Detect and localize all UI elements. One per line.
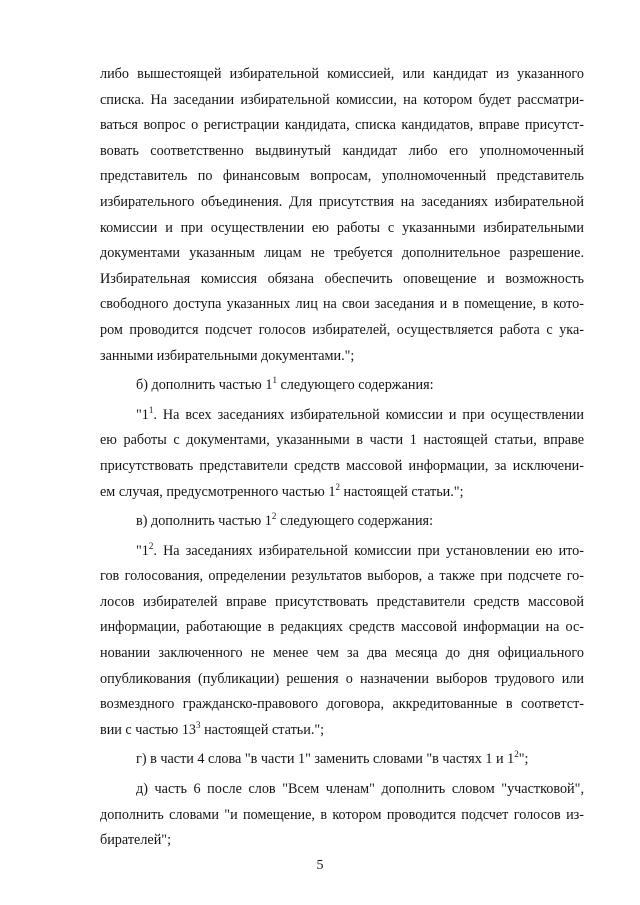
- document-line: ею работы с документами, указанными в части 1 настоящей статьи, вправе: [100, 432, 584, 449]
- document-line: опубликования (публикации) решения о назначении выборов трудового или: [100, 670, 584, 687]
- line-text: . На всех заседаниях избирательной комиссии и при осуществлении: [153, 406, 584, 423]
- line-text: б) дополнить частью 1: [136, 377, 273, 394]
- superscript: 2: [271, 511, 277, 522]
- superscript: 2: [148, 540, 154, 551]
- line-text: "1: [136, 542, 149, 559]
- document-line: либо вышестоящей избирательной комиссией, или кандидат из указанного: [100, 66, 584, 82]
- document-line: документами указанным лицам не требуется дополнительное разрешение.: [100, 245, 584, 262]
- superscript: 2: [335, 481, 340, 492]
- superscript: 1: [148, 404, 154, 415]
- document-line: комиссии и при осуществлении ею работы с указанными избирательными: [100, 219, 584, 236]
- superscript: 1: [272, 375, 277, 386]
- document-line: свободного доступа указанных лиц на свои заседания и в помещение, в кото-: [100, 296, 584, 313]
- line-text: ";: [518, 751, 529, 768]
- line-text: в) дополнить частью 1: [136, 513, 272, 530]
- document-body: [100, 62, 584, 854]
- line-text: следующего содержания:: [276, 377, 434, 394]
- document-line: Избирательная комиссия обязана обеспечить оповещение и возможность: [100, 270, 584, 287]
- document-line: [100, 747, 584, 773]
- document-line: списка. На заседании избирательной комиссии, на котором будет рассматри-: [100, 91, 584, 108]
- document-line: [100, 718, 584, 744]
- document-line: д) часть 6 после слов "Всем членам" дополнить словом "участковой",: [136, 781, 584, 798]
- document-line: [100, 509, 584, 535]
- document-line: вовать соответственно выдвинутый кандидат либо его уполномоченный: [100, 142, 584, 159]
- document-line: занными избирательными документами.";: [100, 347, 355, 364]
- superscript: 3: [196, 719, 201, 730]
- document-line: [100, 373, 584, 399]
- document-line: [100, 403, 584, 429]
- line-text: вии с частью 13: [100, 721, 197, 738]
- document-line: [100, 480, 584, 506]
- document-line: информации, работающие в редакциях средств массовой информации на ос-: [100, 619, 584, 636]
- document-line: гов голосования, определении результатов выборов, а также при подсчете го-: [100, 568, 584, 585]
- line-text: следующего содержания:: [276, 513, 434, 530]
- line-text: ем случая, предусмотренного частью 1: [100, 483, 336, 500]
- page-number: 5: [316, 858, 324, 873]
- line-text: "1: [136, 406, 149, 423]
- document-line: присутствовать представители средств массовой информации, за исключени-: [100, 457, 584, 474]
- document-line: ваться вопрос о регистрации кандидата, списка кандидатов, вправе присутст-: [100, 117, 584, 134]
- line-text: настоящей статьи.";: [339, 483, 464, 500]
- document-line: новании заключенного не менее чем за два месяца до дня официального: [100, 645, 584, 662]
- document-line: ром проводится подсчет голосов избирателей, осуществляется работа с ука-: [100, 321, 584, 338]
- line-text: настоящей статьи.";: [200, 721, 325, 738]
- line-text: г) в части 4 слова "в части 1" заменить словами "в частях 1 и 1: [136, 751, 515, 768]
- document-line: лосов избирателей вправе присутствовать представители средств массовой: [100, 593, 584, 610]
- line-text: . На заседаниях избирательной комиссии при установлении ею ито-: [153, 542, 584, 559]
- document-line: возмездного гражданско-правового договора, аккредитованные в соответст-: [100, 696, 584, 713]
- document-line: дополнить словами "и помещение, в котором проводится подсчет голосов из-: [100, 806, 584, 823]
- document-line: бирателей";: [100, 832, 172, 849]
- document-line: [100, 539, 584, 565]
- superscript: 2: [514, 749, 519, 760]
- document-line: избирательного объединения. Для присутствия на заседаниях избирательной: [100, 193, 584, 210]
- document-line: представитель по финансовым вопросам, уполномоченный представитель: [100, 168, 584, 185]
